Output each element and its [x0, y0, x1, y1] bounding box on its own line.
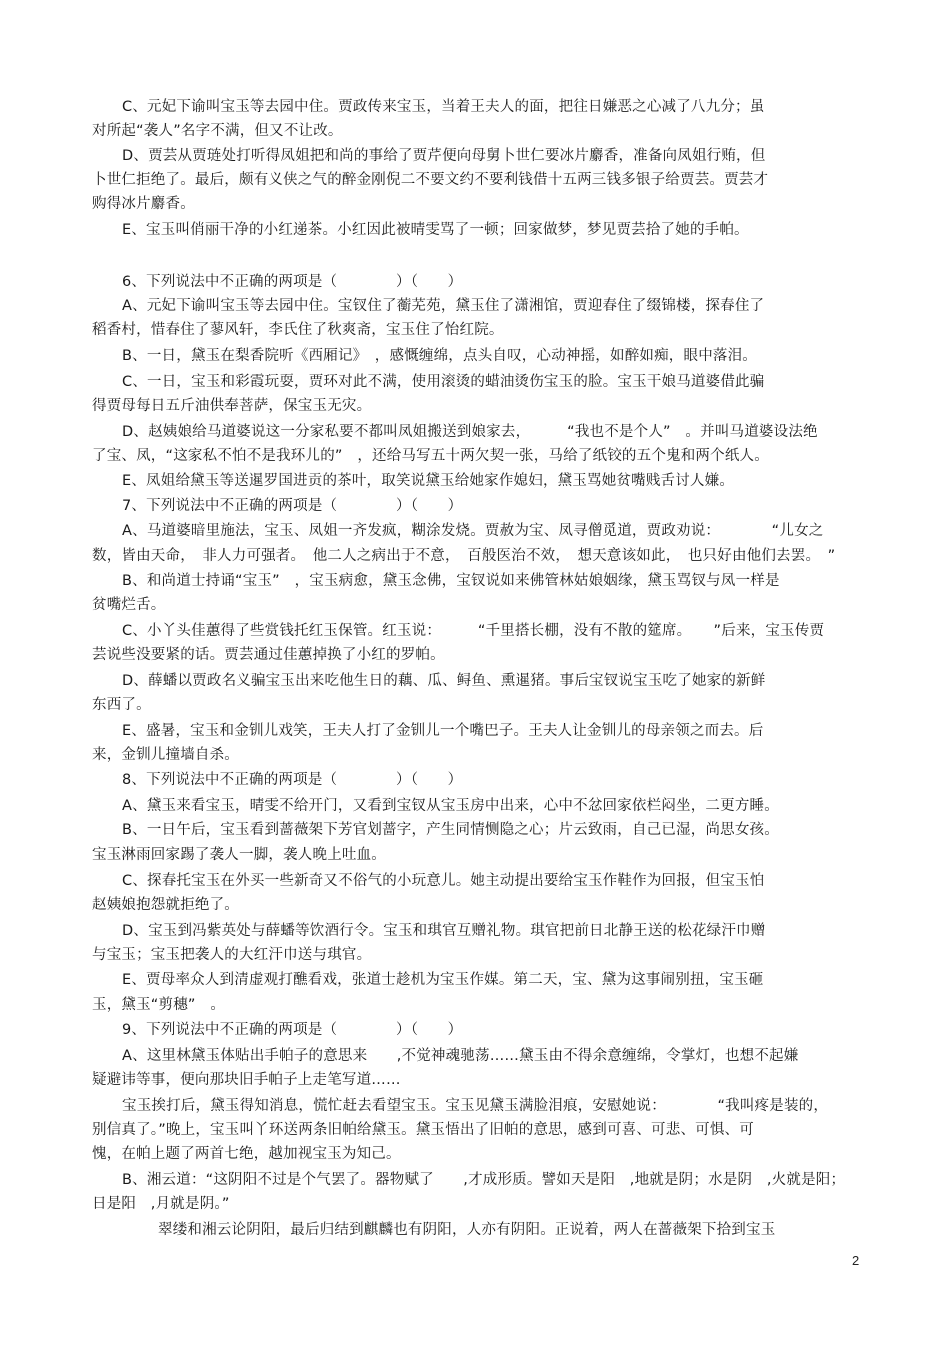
text-line: 赵姨娘抱怨就拒绝了。: [92, 897, 239, 913]
text-line: 愧，在帕上题了两首七绝，越加视宝玉为知己。: [92, 1146, 401, 1162]
text-line: B、一日午后，宝玉看到蔷薇架下芳官划蔷字，产生同情恻隐之心；片云致雨，自己已湿，尚思女孩。: [122, 822, 779, 838]
text-line: 对所起“袭人”名字不满，但又不让改。: [92, 123, 343, 139]
text-line: 宝玉挨打后，黛玉得知消息，慌忙赶去看望宝玉。宝玉见黛玉满脸泪痕，安慰她说： “我叫疼是装的，: [122, 1098, 829, 1114]
text-line: B、湘云道：“这阴阳不过是个气罢了。器物赋了 ,才成形质。譬如天是阳 ,地就是阴；水是阴 ,火就是阳；: [122, 1172, 846, 1188]
text-line: A、黛玉来看宝玉，晴雯不给开门，又看到宝钗从宝玉房中出来，心中不忿回家依栏闷坐，二更方睡。: [122, 798, 779, 814]
question-heading: 9、下列说法中不正确的两项是（ ）（ ）: [122, 1022, 463, 1038]
question-heading: 8、下列说法中不正确的两项是（ ）（ ）: [122, 772, 463, 788]
text-line: D、薛蟠以贾政名义骗宝玉出来吃他生日的藕、瓜、鲟鱼、熏暹猪。事后宝钗说宝玉吃了她家的新鲜: [122, 673, 766, 689]
text-line: 稻香村，惜春住了蓼风轩，李氏住了秋爽斋，宝玉住了怡红院。: [92, 322, 504, 338]
text-line: C、元妃下谕叫宝玉等去园中住。贾政传来宝玉，当着王夫人的面，把往日嫌恶之心减了八九分；虽: [122, 99, 765, 115]
text-line: B、一日，黛玉在梨香院听《西厢记》 ，感慨缠绵，点头自叹，心动神摇，如醉如痴，眼中落泪。: [122, 348, 757, 364]
text-line: D、贾芸从贾琏处打听得凤姐把和尚的事给了贾芹便向母舅卜世仁要冰片麝香，准备向凤姐行贿，但: [122, 148, 766, 164]
text-line: E、宝玉叫俏丽干净的小红递茶。小红因此被晴雯骂了一顿；回家做梦，梦见贾芸拾了她的手帕。: [122, 222, 749, 238]
text-line: C、探春托宝玉在外买一些新奇又不俗气的小玩意儿。她主动提出要给宝玉作鞋作为回报，但宝玉怕: [122, 873, 765, 889]
text-line: B、和尚道士持诵“宝玉” ，宝玉病愈，黛玉念佛，宝钗说如来佛管林姑娘姻缘，黛玉骂钗与凤一样是: [122, 573, 780, 589]
text-line: E、盛暑，宝玉和金钏儿戏笑，王夫人打了金钏儿一个嘴巴子。王夫人让金钏儿的母亲领之而去。后: [122, 723, 764, 739]
text-line: 宝玉淋雨回家踢了袭人一脚，袭人晚上吐血。: [92, 847, 386, 863]
text-line: 贫嘴烂舌。: [92, 597, 166, 613]
page-number: 2: [852, 1253, 860, 1268]
text-line: 得贾母每日五斤油供奉菩萨，保宝玉无灾。: [92, 398, 372, 414]
question-heading: 7、下列说法中不正确的两项是（ ）（ ）: [122, 498, 463, 514]
text-line: 购得冰片麝香。: [92, 196, 195, 212]
text-line: 与宝玉；宝玉把袭人的大红汗巾送与琪官。: [92, 947, 372, 963]
text-line: E、贾母率众人到清虚观打醮看戏，张道士趁机为宝玉作媒。第二天，宝、黛为这事闹别扭，宝玉砸: [122, 972, 764, 988]
text-line: C、小丫头佳蕙得了些赏钱托红玉保管。红玉说： “千里搭长棚，没有不散的筵席。 ”后来，宝玉传贾: [122, 623, 825, 639]
text-line: 翠缕和湘云论阴阳，最后归结到麒麟也有阴阳，人亦有阴阳。正说着，两人在蔷薇架下拾到宝玉: [158, 1222, 776, 1238]
text-line: 来，金钏儿撞墙自杀。: [92, 747, 239, 763]
text-line: E、凤姐给黛玉等送暹罗国进贡的茶叶，取笑说黛玉给她家作媳妇，黛玉骂她贫嘴贱舌讨人嫌。: [122, 473, 735, 489]
text-line: A、马道婆暗里施法，宝玉、凤姐一齐发疯，糊涂发烧。贾赦为宝、凤寻僧觅道，贾政劝说： “儿女之: [122, 523, 824, 539]
text-line: D、宝玉到冯紫英处与薛蟠等饮酒行令。宝玉和琪官互赠礼物。琪官把前日北静王送的松花绿汗巾赠: [122, 923, 766, 939]
text-line: 卜世仁拒绝了。最后，颇有义侠之气的醉金刚倪二不要文约不要利钱借十五两三钱多银子给贾芸。贾芸才: [92, 172, 769, 188]
text-line: A、元妃下谕叫宝玉等去园中住。宝钗住了蘅芜苑，黛玉住了潇湘馆，贾迎春住了缀锦楼，探春住了: [122, 298, 765, 314]
text-line: 芸说些没要紧的话。贾芸通过佳蕙掉换了小红的罗帕。: [92, 647, 445, 663]
text-line: 别信真了。”晚上，宝玉叫丫环送两条旧帕给黛玉。黛玉悟出了旧帕的意思，感到可喜、可悲、可惧、可: [92, 1122, 754, 1138]
text-line: D、赵姨娘给马道婆说这一分家私要不都叫凤姐搬送到娘家去， “我也不是个人” 。并叫马道婆设法绝: [122, 424, 818, 440]
text-line: 数，皆由天命， 非人力可强者。 他二人之病出于不意， 百般医治不效， 想天意该如此， 也只好由他们去罢。 ”: [92, 548, 836, 564]
text-line: C、一日，宝玉和彩霞玩耍，贾环对此不满，使用滚烫的蜡油烫伤宝玉的脸。宝玉干娘马道婆借此骗: [122, 374, 765, 390]
text-line: A、这里林黛玉体贴出手帕子的意思来 ,不觉神魂驰荡……黛玉由不得余意缠绵，令掌灯，也想不起嫌: [122, 1048, 799, 1064]
text-line: 了宝、凤，“这家私不怕不是我环儿的” ，还给马写五十两欠契一张，马给了纸铰的五个鬼和两个纸人。: [92, 448, 769, 464]
text-line: 疑避讳等事，便向那块旧手帕子上走笔写道……: [92, 1072, 401, 1088]
text-line: 东西了。: [92, 697, 151, 713]
text-line: 玉，黛玉“剪穗” 。: [92, 997, 226, 1013]
question-heading: 6、下列说法中不正确的两项是（ ）（ ）: [122, 274, 463, 290]
text-line: 日是阳 ,月就是阴。”: [92, 1196, 230, 1212]
